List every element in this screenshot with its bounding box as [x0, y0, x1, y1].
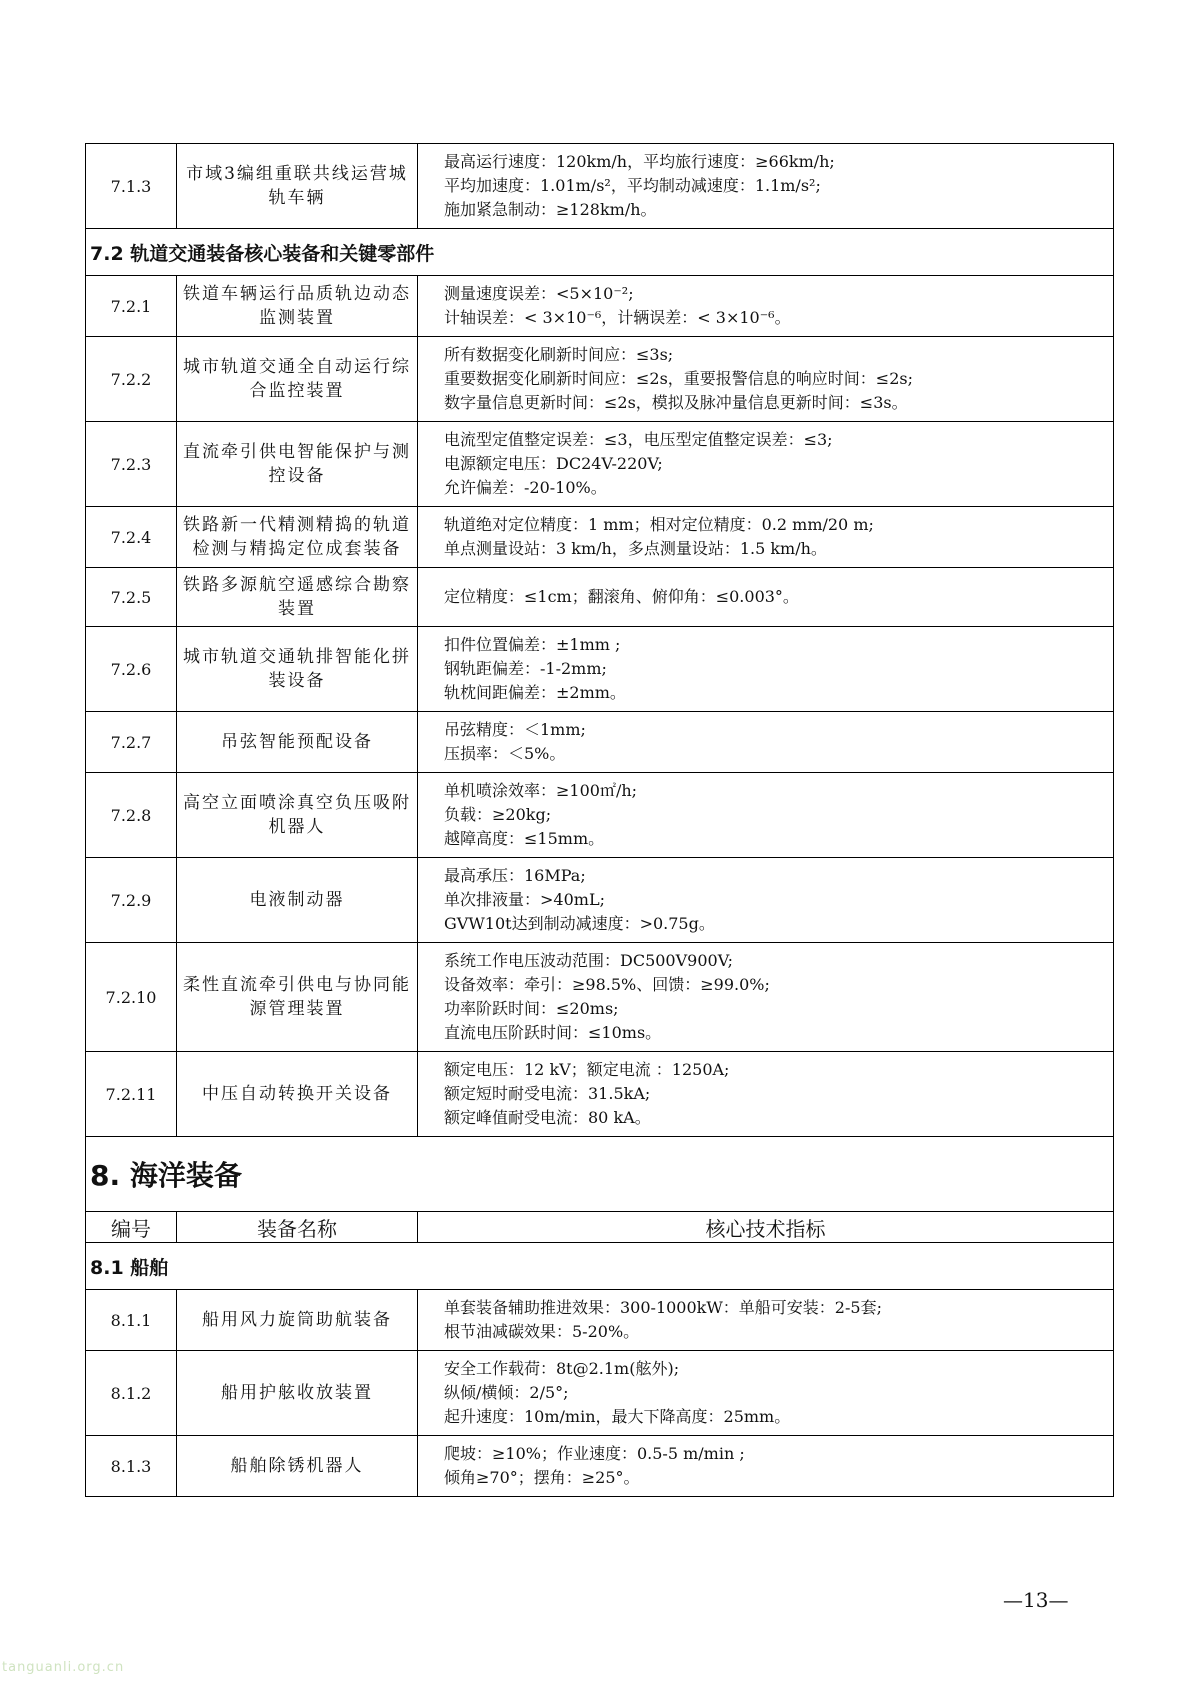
spec-line: 系统工作电压波动范围：DC500V900V;: [444, 951, 734, 970]
item-number: 8.1.2: [86, 1351, 177, 1436]
equipment-name: 铁道车辆运行品质轨边动态监测装置: [177, 276, 418, 337]
equipment-name: 船舶除锈机器人: [177, 1436, 418, 1497]
equipment-name: 铁路多源航空遥感综合勘察装置: [177, 568, 418, 627]
spec-line: 所有数据变化刷新时间应：≤3s;: [444, 345, 674, 364]
technical-spec: [418, 507, 1114, 568]
spec-line: 倾角≥70°；摆角：≥25°。: [444, 1468, 640, 1487]
item-number: 7.2.7: [86, 712, 177, 773]
spec-line: 最高承压：16MPa;: [444, 866, 586, 885]
technical-spec: [418, 943, 1114, 1052]
spec-line: 施加紧急制动：≥128km/h。: [444, 200, 657, 219]
spec-line: 起升速度：10m/min，最大下降高度：25mm。: [444, 1407, 791, 1426]
spec-line: 额定电压：12 kV；额定电流 ：1250A;: [444, 1060, 730, 1079]
technical-spec: [418, 858, 1114, 943]
table-row: [86, 712, 1114, 773]
header-num: 编号: [86, 1212, 177, 1243]
spec-line: 爬坡：≥10%；作业速度：0.5-5 m/min ;: [444, 1444, 745, 1463]
table-row: [86, 627, 1114, 712]
spec-table: [85, 143, 1114, 1497]
equipment-name: 高空立面喷涂真空负压吸附机器人: [177, 773, 418, 858]
spec-line: 数字量信息更新时间：≤2s，模拟及脉冲量信息更新时间：≤3s。: [444, 393, 908, 412]
spec-line: 根节油减碳效果：5-20%。: [444, 1322, 640, 1341]
technical-spec: [418, 1351, 1114, 1436]
technical-spec: [418, 422, 1114, 507]
table-row: [86, 337, 1114, 422]
watermark: tanguanli.org.cn: [2, 1660, 125, 1675]
spec-line: 吊弦精度：＜1mm;: [444, 720, 586, 739]
item-number: 7.2.9: [86, 858, 177, 943]
equipment-name: 城市轨道交通全自动运行综合监控装置: [177, 337, 418, 422]
item-number: 8.1.1: [86, 1290, 177, 1351]
table-header: [86, 1212, 1114, 1243]
technical-spec: [418, 1436, 1114, 1497]
item-number: 7.2.6: [86, 627, 177, 712]
equipment-name: 吊弦智能预配设备: [177, 712, 418, 773]
spec-line: 压损率：＜5%。: [444, 744, 566, 763]
spec-line: 钢轨距偏差：-1-2mm;: [444, 659, 607, 678]
header-name: 装备名称: [177, 1212, 418, 1243]
table-row: [86, 1351, 1114, 1436]
equipment-name: 船用护舷收放装置: [177, 1351, 418, 1436]
spec-line: 额定短时耐受电流：31.5kA;: [444, 1084, 651, 1103]
table-row: [86, 422, 1114, 507]
spec-line: 单机喷涂效率：≥100㎡/h;: [444, 781, 638, 800]
technical-spec: [418, 276, 1114, 337]
spec-line: 平均加速度：1.01m/s²，平均制动减速度：1.1m/s²;: [444, 176, 821, 195]
technical-spec: [418, 627, 1114, 712]
section-heading-7-2: 7.2 轨道交通装备核心装备和关键零部件: [86, 229, 1114, 276]
equipment-name: 中压自动转换开关设备: [177, 1052, 418, 1137]
section-heading-8-1: 8.1 船舶: [86, 1243, 1114, 1290]
page-number: —13—: [1003, 1588, 1069, 1612]
group-7-1: [86, 144, 1114, 229]
section-7-2: [86, 229, 1114, 276]
spec-line: 轨道绝对定位精度：1 mm；相对定位精度：0.2 mm/20 m;: [444, 515, 874, 534]
spec-line: 最高运行速度：120km/h，平均旅行速度：≥66km/h;: [444, 152, 835, 171]
item-number: 7.2.3: [86, 422, 177, 507]
item-number: 7.2.5: [86, 568, 177, 627]
spec-line: 功率阶跃时间：≤20ms;: [444, 999, 619, 1018]
item-number: 8.1.3: [86, 1436, 177, 1497]
technical-spec: [418, 1290, 1114, 1351]
equipment-name: 市域3编组重联共线运营城轨车辆: [177, 144, 418, 229]
table-row: [86, 858, 1114, 943]
item-number: 7.2.4: [86, 507, 177, 568]
equipment-name: 城市轨道交通轨排智能化拼装设备: [177, 627, 418, 712]
technical-spec: [418, 1052, 1114, 1137]
table-row: [86, 773, 1114, 858]
spec-line: 计轴误差：< 3×10⁻⁶，计辆误差：< 3×10⁻⁶。: [444, 308, 791, 327]
equipment-name: 柔性直流牵引供电与协同能源管理装置: [177, 943, 418, 1052]
item-number: 7.2.1: [86, 276, 177, 337]
header-spec: 核心技术指标: [418, 1212, 1114, 1243]
spec-line: 电流型定值整定误差：≤3，电压型定值整定误差：≤3;: [444, 430, 833, 449]
item-number: 7.1.3: [86, 144, 177, 229]
group-7-2: [86, 276, 1114, 1137]
technical-spec: [418, 337, 1114, 422]
table-row: [86, 1052, 1114, 1137]
group-8-1: [86, 1290, 1114, 1497]
table-row: [86, 568, 1114, 627]
table-row: [86, 144, 1114, 229]
table-row: [86, 507, 1114, 568]
spec-line: 单点测量设站：3 km/h，多点测量设站：1.5 km/h。: [444, 539, 827, 558]
equipment-name: 直流牵引供电智能保护与测控设备: [177, 422, 418, 507]
table-row: [86, 276, 1114, 337]
equipment-name: 铁路新一代精测精捣的轨道检测与精捣定位成套装备: [177, 507, 418, 568]
item-number: 7.2.11: [86, 1052, 177, 1137]
spec-line: GVW10t达到制动减速度：>0.75g。: [444, 914, 715, 933]
equipment-name: 电液制动器: [177, 858, 418, 943]
spec-line: 安全工作载荷：8t@2.1m(舷外);: [444, 1359, 680, 1378]
item-number: 7.2.2: [86, 337, 177, 422]
item-number: 7.2.10: [86, 943, 177, 1052]
table-row: [86, 1436, 1114, 1497]
spec-line: 直流电压阶跃时间：≤10ms。: [444, 1023, 662, 1042]
spec-line: 额定峰值耐受电流：80 kA。: [444, 1108, 651, 1127]
spec-line: 越障高度：≤15mm。: [444, 829, 605, 848]
chapter-heading-8: 8. 海洋装备: [86, 1137, 1114, 1212]
item-number: 7.2.8: [86, 773, 177, 858]
spec-line: 测量速度误差：<5×10⁻²;: [444, 284, 634, 303]
technical-spec: [418, 773, 1114, 858]
spec-line: 重要数据变化刷新时间应：≤2s，重要报警信息的响应时间：≤2s;: [444, 369, 913, 388]
spec-line: 允许偏差：-20-10%。: [444, 478, 607, 497]
technical-spec: [418, 712, 1114, 773]
spec-line: 单套装备辅助推进效果：300-1000kW：单船可安装：2-5套;: [444, 1298, 882, 1317]
spec-line: 设备效率：牵引：≥98.5%、回馈：≥99.0%;: [444, 975, 770, 994]
technical-spec: [418, 568, 1114, 627]
spec-line: 负载：≥20kg;: [444, 805, 552, 824]
table-row: [86, 1290, 1114, 1351]
technical-spec: [418, 144, 1114, 229]
equipment-name: 船用风力旋筒助航装备: [177, 1290, 418, 1351]
section-8: [86, 1137, 1114, 1290]
spec-line: 纵倾/横倾：2/5°;: [444, 1383, 569, 1402]
spec-line: 扣件位置偏差：±1mm ;: [444, 635, 621, 654]
spec-line: 轨枕间距偏差：±2mm。: [444, 683, 626, 702]
spec-line: 电源额定电压：DC24V-220V;: [444, 454, 663, 473]
table-row: [86, 943, 1114, 1052]
spec-line: 单次排液量：>40mL;: [444, 890, 605, 909]
spec-line: 定位精度：≤1cm；翻滚角、俯仰角：≤0.003°。: [444, 587, 799, 606]
